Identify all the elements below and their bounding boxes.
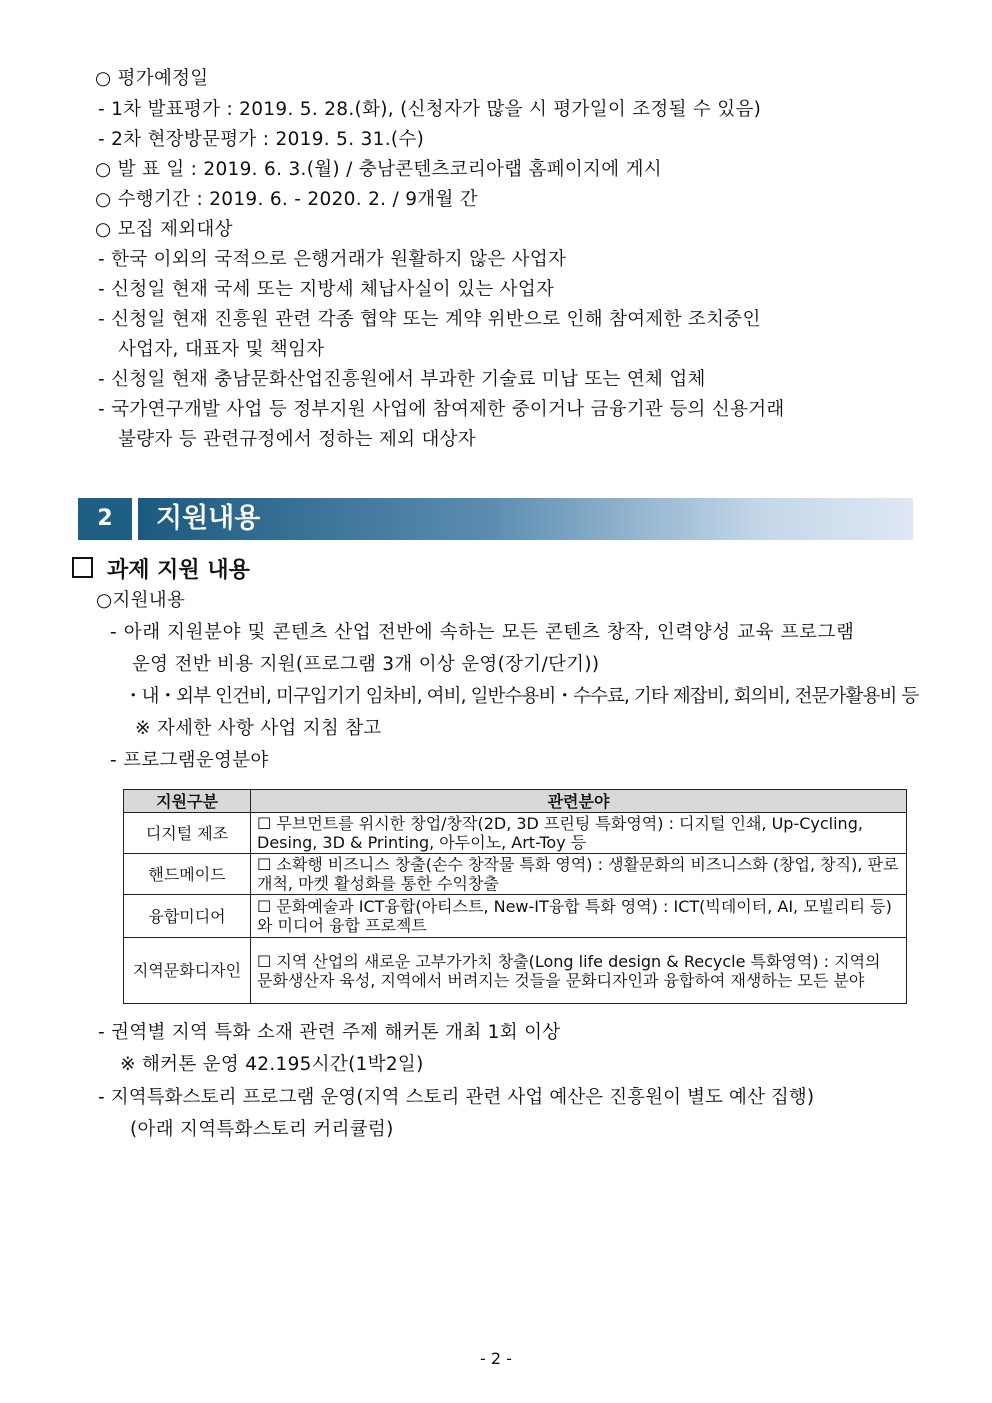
- execution-period: ○ 수행기간 : 2019. 6. - 2020. 2. / 9개월 간: [95, 189, 478, 210]
- eval-second-round: - 2차 현장방문평가 : 2019. 5. 31.(수): [98, 129, 425, 150]
- table-cell-category: 융합미디어: [124, 895, 251, 938]
- page-number: - 2 -: [480, 1349, 512, 1368]
- table-row: [124, 895, 907, 938]
- table-cell-description: ☐ 문화예술과 ICT융합(아티스트, New-IT융합 특화 영역) : ICT(빅데이터, AI, 모빌리티 등)와 미디어 융합 프로젝트: [251, 895, 907, 938]
- section-title: 지원내용: [138, 498, 913, 540]
- exclusion-item: - 신청일 현재 충남문화산업진흥원에서 부과한 기술료 미납 또는 연체 업체: [98, 369, 706, 390]
- table-header-category: 지원구분: [124, 790, 251, 813]
- exclusion-item: - 한국 이외의 국적으로 은행거래가 원활하지 않은 사업자: [98, 249, 567, 270]
- hackathon-item: - 권역별 지역 특화 소재 관련 주제 해커톤 개최 1회 이상: [98, 1022, 561, 1043]
- table-header-row: [124, 790, 907, 813]
- table-cell-description: ☐ 소확행 비즈니스 창출(손수 창작물 특화 영역) : 생활문화의 비즈니스화 (창업, 창직), 판로개척, 마켓 활성화를 통한 수익창출: [251, 854, 907, 895]
- announcement-date: ○ 발 표 일 : 2019. 6. 3.(월) / 충남콘텐츠코리아랩 홈페이지에 게시: [95, 159, 662, 180]
- support-item-continued: 운영 전반 비용 지원(프로그램 3개 이상 운영(장기/단기)): [132, 654, 600, 675]
- story-program-note: (아래 지역특화스토리 커리큘럼): [130, 1119, 394, 1140]
- subsection-heading-text: 과제 지원 내용: [107, 558, 250, 583]
- table-cell-description: ☐ 무브먼트를 위시한 창업/창작(2D, 3D 프린팅 특화영역) : 디지털 인쇄, Up-Cycling, Desing, 3D & Printing, 아두이노, Art-Toy 등: [251, 813, 907, 854]
- support-heading: ○지원내용: [96, 590, 186, 611]
- program-field-heading: - 프로그램운영분야: [110, 750, 269, 771]
- table-cell-description: ☐ 지역 산업의 새로운 고부가가치 창출(Long life design & Recycle 특화영역) : 지역의 문화생산자 육성, 지역에서 버려지는 것들을 문화디자인과 융합하여 재생하는 모든 분야: [251, 938, 907, 1004]
- table-row: [124, 854, 907, 895]
- checkbox-square-icon: [72, 557, 93, 578]
- exclusion-item: - 신청일 현재 진흥원 관련 각종 협약 또는 계약 위반으로 인해 참여제한 조치중인: [98, 309, 761, 330]
- eval-schedule-heading: ○ 평가예정일: [95, 68, 209, 89]
- exclusion-item-continued: 불량자 등 관련규정에서 정하는 제외 대상자: [118, 429, 476, 450]
- table-header-field: 관련분야: [251, 790, 907, 813]
- section-number: 2: [78, 498, 132, 540]
- table-row: [124, 813, 907, 854]
- exclusion-item: - 국가연구개발 사업 등 정부지원 사업에 참여제한 중이거나 금융기관 등의 신용거래: [98, 399, 785, 420]
- support-item: - 아래 지원분야 및 콘텐츠 산업 전반에 속하는 모든 콘텐츠 창작, 인력양성 교육 프로그램: [110, 622, 855, 643]
- story-program-item: - 지역특화스토리 프로그램 운영(지역 스토리 관련 사업 예산은 진흥원이 별도 예산 집행): [98, 1087, 815, 1108]
- hackathon-note: ※ 해커톤 운영 42.195시간(1박2일): [120, 1054, 424, 1075]
- table-cell-category: 디지털 제조: [124, 813, 251, 854]
- subsection-heading: [72, 553, 250, 584]
- exclusion-heading: ○ 모집 제외대상: [95, 219, 233, 240]
- cost-items: ・내・외부 인건비, 미구입기기 임차비, 여비, 일반수용비・수수료, 기타 제잡비, 회의비, 전문가활용비 등: [124, 686, 919, 707]
- guideline-note: ※ 자세한 사항 사업 지침 참고: [135, 718, 382, 739]
- table-row: [124, 938, 907, 1004]
- section-header: [78, 498, 913, 540]
- exclusion-item-continued: 사업자, 대표자 및 책임자: [118, 339, 325, 360]
- exclusion-item: - 신청일 현재 국세 또는 지방세 체납사실이 있는 사업자: [98, 279, 555, 300]
- eval-first-round: - 1차 발표평가 : 2019. 5. 28.(화), (신청자가 많을 시 평가일이 조정될 수 있음): [98, 99, 762, 120]
- program-field-table: [123, 789, 907, 1004]
- table-cell-category: 지역문화디자인: [124, 938, 251, 1004]
- table-cell-category: 핸드메이드: [124, 854, 251, 895]
